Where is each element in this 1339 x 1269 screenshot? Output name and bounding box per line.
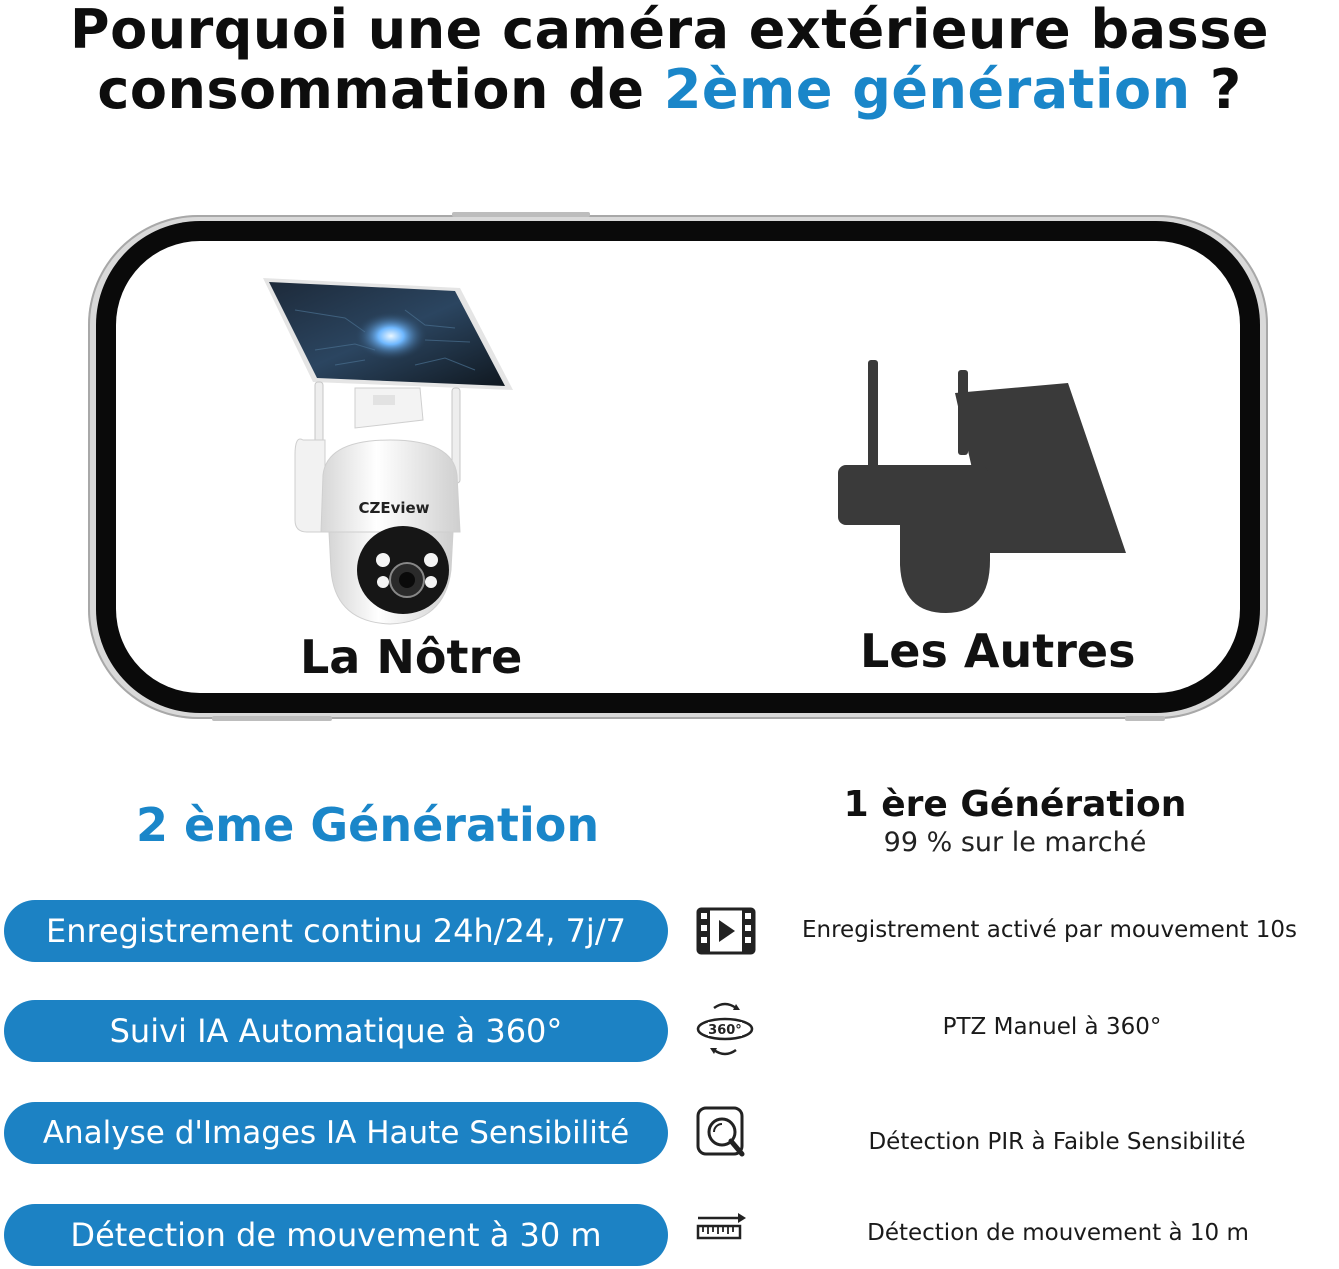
other-feature-detection-10m: Détection de mouvement à 10 m [867, 1220, 1249, 1246]
feature-pill-ai-image-analysis: Analyse d'Images IA Haute Sensibilité [4, 1102, 668, 1164]
feature-pill-detection-30m: Détection de mouvement à 30 m [4, 1204, 668, 1266]
title-line-2-prefix: consommation de [97, 58, 664, 121]
rotate-360-label: 360° [708, 1023, 742, 1038]
title-line-2 [0, 60, 1339, 120]
feature-pill-continuous-recording: Enregistrement continu 24h/24, 7j/7 [4, 900, 668, 962]
title-line-1: Pourquoi une caméra extérieure basse [70, 0, 1269, 61]
first-gen-header [820, 784, 1210, 858]
phone-button-bottom-left [212, 716, 332, 721]
camera-brand: CZEview [358, 499, 430, 517]
phone-button-top [452, 212, 590, 217]
magnifier-icon [692, 1102, 758, 1164]
ruler-distance-icon [692, 1204, 758, 1266]
second-gen-title: 2 ème Génération [136, 798, 600, 852]
page-title [0, 0, 1339, 120]
first-gen-title: 1 ère Génération [843, 784, 1187, 825]
solar-camera-image [255, 270, 525, 630]
title-line-2-suffix: ? [1190, 58, 1242, 121]
generic-camera-silhouette [830, 355, 1140, 620]
other-feature-motion-recording: Enregistrement activé par mouvement 10s [802, 917, 1297, 943]
ours-label: La Nôtre [300, 630, 523, 684]
others-label: Les Autres [860, 624, 1136, 678]
other-feature-pir-detection: Détection PIR à Faible Sensibilité [868, 1129, 1246, 1155]
phone-button-bottom-right [1125, 716, 1165, 721]
other-feature-manual-ptz: PTZ Manuel à 360° [942, 1014, 1162, 1040]
feature-pill-ai-tracking: Suivi IA Automatique à 360° [4, 1000, 668, 1062]
rotate-360-icon [692, 998, 758, 1060]
title-accent: 2ème génération [663, 58, 1191, 121]
first-gen-subtitle: 99 % sur le marché [883, 827, 1147, 858]
video-icon [692, 900, 758, 962]
